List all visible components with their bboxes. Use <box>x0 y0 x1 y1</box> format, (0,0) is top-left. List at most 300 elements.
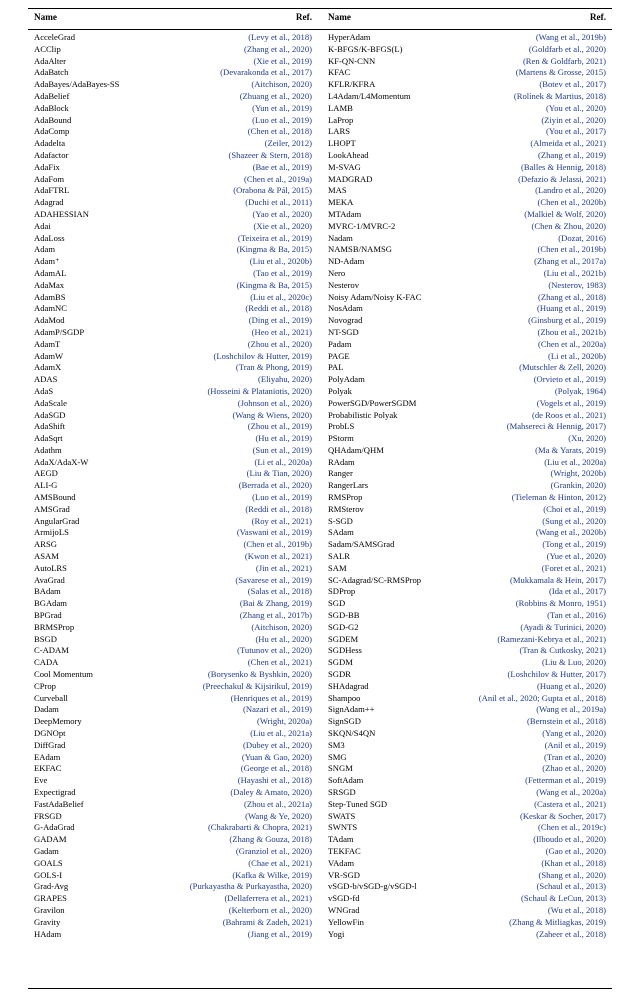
reference-link[interactable]: (Yuan & Gao, 2020) <box>241 751 312 762</box>
optimizer-name: GOLS-I <box>34 869 63 880</box>
table-row <box>28 870 320 882</box>
table-row <box>28 693 320 705</box>
table-row <box>28 115 320 127</box>
table-row <box>28 433 320 445</box>
optimizer-name: TEKFAC <box>328 845 361 856</box>
reference-link[interactable]: (Bae et al., 2019) <box>252 161 312 172</box>
reference-link[interactable]: (Chakrabarti & Chopra, 2021) <box>207 822 312 833</box>
reference-link[interactable]: (Kafka & Wilke, 2019) <box>232 869 312 880</box>
reference-link[interactable]: (Wang et al., 2019a) <box>536 704 606 715</box>
optimizer-name: AdaComp <box>34 126 70 137</box>
optimizer-name: RMSProp <box>328 492 363 503</box>
reference-link[interactable]: (Schaul & LeCun, 2013) <box>521 893 606 904</box>
table-row <box>322 115 614 127</box>
reference-link[interactable]: (Balles & Hennig, 2018) <box>521 161 606 172</box>
reference-link[interactable]: (Anil et al., 2020; Gupta et al., 2018) <box>478 692 606 703</box>
table-row <box>28 787 320 799</box>
reference-link[interactable]: (Berrada et al., 2020) <box>238 480 312 491</box>
table-row <box>322 881 614 893</box>
optimizer-name: NosAdam <box>328 303 363 314</box>
reference-link[interactable]: (Liu & Luo, 2020) <box>542 657 606 668</box>
optimizer-name: AMSGrad <box>34 503 70 514</box>
reference-link[interactable]: (Mukkamala & Hein, 2017) <box>510 574 606 585</box>
table-row <box>28 351 320 363</box>
reference-link[interactable]: (Nesterov, 1983) <box>548 279 606 290</box>
reference-link[interactable]: (Bai & Zhang, 2019) <box>239 598 312 609</box>
reference-link[interactable]: (Liu & Tian, 2020) <box>246 468 312 479</box>
table-row <box>322 516 614 528</box>
optimizer-name: Adam⁺ <box>34 256 60 267</box>
reference-link[interactable]: (Kingma & Ba, 2015) <box>236 244 312 255</box>
optimizer-name: Adai <box>34 220 51 231</box>
reference-link[interactable]: (Ma & Yarats, 2019) <box>535 444 606 455</box>
table-row <box>28 716 320 728</box>
optimizer-name: Expectigrad <box>34 787 76 797</box>
reference-link[interactable]: (Chen et al., 2020b) <box>537 197 606 208</box>
optimizer-name: ARSG <box>34 539 57 550</box>
optimizer-name: ACClip <box>34 43 61 54</box>
reference-link[interactable]: (Yun et al., 2019) <box>252 102 312 113</box>
reference-link[interactable]: (Ren & Goldfarb, 2021) <box>522 55 606 66</box>
reference-link[interactable]: (Robbins & Monro, 1951) <box>515 598 606 609</box>
optimizer-name: VAdam <box>328 857 355 868</box>
optimizer-name: NT-SGD <box>328 326 359 337</box>
reference-link[interactable]: (Foret et al., 2021) <box>541 562 606 573</box>
reference-link[interactable]: (Malkiel & Wolf, 2020) <box>524 208 606 219</box>
reference-link[interactable]: (Orabona & Pál, 2015) <box>233 185 312 196</box>
optimizer-name: Shampoo <box>328 692 361 703</box>
reference-link[interactable]: (Chen et al., 2021) <box>247 657 312 668</box>
optimizer-name: vSGD-b/vSGD-g/vSGD-l <box>328 881 417 892</box>
table-row <box>28 374 320 386</box>
reference-link[interactable]: (Grankin, 2020) <box>550 480 606 491</box>
reference-link[interactable]: (Liu et al., 2020a) <box>544 456 606 467</box>
reference-link[interactable]: (Tao et al., 2019) <box>253 267 312 278</box>
table-row <box>28 681 320 693</box>
reference-link[interactable]: (Fetterman et al., 2019) <box>525 775 606 786</box>
reference-link[interactable]: (Chen et al., 2019b) <box>537 244 606 255</box>
reference-link[interactable]: (Tran et al., 2020) <box>544 751 606 762</box>
table-row <box>28 233 320 245</box>
table-row <box>322 174 614 186</box>
reference-link[interactable]: (Yao et al., 2020) <box>252 208 312 219</box>
reference-link[interactable]: (You et al., 2020) <box>546 102 606 113</box>
optimizer-name: AdaFTRL <box>34 185 70 196</box>
reference-link[interactable]: (Landro et al., 2020) <box>535 185 606 196</box>
optimizer-name: RAdam <box>328 456 355 467</box>
reference-link[interactable]: (Mutschler & Zell, 2020) <box>519 362 606 373</box>
table-row <box>322 327 614 339</box>
optimizer-name: vSGD-fd <box>328 893 360 904</box>
optimizer-name: GOALS <box>34 857 63 868</box>
optimizer-name: Step-Tuned SGD <box>328 798 388 809</box>
optimizer-name: CADA <box>34 657 59 668</box>
reference-link[interactable]: (Castera et al., 2021) <box>534 798 606 809</box>
table-row <box>322 221 614 233</box>
reference-link[interactable]: (Reddi et al., 2018) <box>245 503 312 514</box>
reference-link[interactable]: (Hu et al., 2020) <box>255 633 312 644</box>
table-row <box>322 374 614 386</box>
table-row <box>28 763 320 775</box>
reference-link[interactable]: (Zhou et al., 2019) <box>247 421 312 432</box>
reference-link[interactable]: (Zhang et al., 2018) <box>537 291 606 302</box>
table-row <box>322 362 614 374</box>
table-row <box>322 150 614 162</box>
optimizer-name: NAMSB/NAMSG <box>328 244 392 255</box>
reference-link[interactable]: (Zhang & Mitliagkas, 2019) <box>509 916 606 927</box>
optimizer-name: EKFAC <box>34 763 62 774</box>
optimizer-name: Noisy Adam/Noisy K-FAC <box>328 291 422 302</box>
reference-link[interactable]: (Wang et al., 2020b) <box>535 527 606 538</box>
reference-link[interactable]: (Zhang & Gouza, 2018) <box>229 834 312 845</box>
reference-link[interactable]: (Martens & Grosse, 2015) <box>515 67 606 78</box>
reference-link[interactable]: (Wright, 2020a) <box>256 716 312 727</box>
table-row <box>28 221 320 233</box>
table-row <box>322 292 614 304</box>
optimizer-name: L4Adam/L4Momentum <box>328 90 411 101</box>
reference-link[interactable]: (Huang et al., 2019) <box>537 303 606 314</box>
reference-link[interactable]: (Chen et al., 2019a) <box>243 173 312 184</box>
table-row <box>28 268 320 280</box>
table-row <box>322 728 614 740</box>
reference-link[interactable]: (Zhang et al., 2017b) <box>239 610 312 621</box>
optimizer-name: ADAHESSIAN <box>34 208 89 219</box>
reference-link[interactable]: (Aitchison, 2020) <box>251 621 312 632</box>
reference-link[interactable]: (Keskar & Socher, 2017) <box>519 810 606 821</box>
reference-link[interactable]: (Wang & Ye, 2020) <box>245 810 312 821</box>
reference-link[interactable]: (Aitchison, 2020) <box>251 79 312 90</box>
reference-link[interactable]: (Liu et al., 2021b) <box>543 267 606 278</box>
reference-link[interactable]: (Orvieto et al., 2019) <box>533 374 606 385</box>
optimizer-name: Nadam <box>328 232 353 243</box>
reference-link[interactable]: (Johnson et al., 2020) <box>237 397 312 408</box>
table-row <box>322 445 614 457</box>
reference-link[interactable]: (Zaheer et al., 2018) <box>536 928 606 939</box>
reference-link[interactable]: (Shazeer & Stern, 2018) <box>228 149 312 160</box>
reference-link[interactable]: (Zhou et al., 2021b) <box>537 326 606 337</box>
reference-link[interactable]: (Tran & Cutkosky, 2021) <box>519 645 606 656</box>
reference-link[interactable]: (Sung et al., 2020) <box>542 515 606 526</box>
reference-link[interactable]: (Nazari et al., 2019) <box>243 704 312 715</box>
table-row <box>322 233 614 245</box>
optimizer-name: KFLR/KFRA <box>328 79 376 90</box>
optimizer-name: GRAPES <box>34 893 67 904</box>
reference-link[interactable]: (Khan et al., 2018) <box>541 857 606 868</box>
table-row <box>322 244 614 256</box>
optimizer-name: SDProp <box>328 586 356 597</box>
optimizer-name: PAL <box>328 362 344 373</box>
optimizer-name: MADGRAD <box>328 173 373 184</box>
reference-link[interactable]: (Wang et al., 2020a) <box>536 787 606 797</box>
optimizer-name: AcceleGrad <box>34 32 76 42</box>
reference-link[interactable]: (Chae et al., 2021) <box>248 857 312 868</box>
reference-link[interactable]: (Chen et al., 2018) <box>247 126 312 137</box>
optimizer-name: AdaLoss <box>34 232 65 243</box>
optimizer-name: K-BFGS/K-BFGS(L) <box>328 43 403 54</box>
reference-link[interactable]: (Zhang et al., 2019) <box>537 149 606 160</box>
table-row <box>28 645 320 657</box>
reference-link[interactable]: (Tong et al., 2019) <box>542 539 606 550</box>
table-row <box>28 421 320 433</box>
table-row <box>322 704 614 716</box>
reference-link[interactable]: (Liu et al., 2021a) <box>250 728 312 739</box>
reference-link[interactable]: (Kingma & Ba, 2015) <box>236 279 312 290</box>
reference-link[interactable]: (Choi et al., 2019) <box>543 503 606 514</box>
reference-link[interactable]: (Almeida et al., 2021) <box>530 138 606 149</box>
reference-link[interactable]: (Kwon et al., 2021) <box>244 551 312 562</box>
reference-link[interactable]: (Savarese et al., 2019) <box>235 574 312 585</box>
reference-link[interactable]: (Yang et al., 2020) <box>542 728 606 739</box>
optimizer-name: ADAS <box>34 374 58 385</box>
reference-link[interactable]: (Ziyin et al., 2020) <box>541 114 606 125</box>
reference-link[interactable]: (Bernstein et al., 2018) <box>527 716 606 727</box>
reference-link[interactable]: (Zhang et al., 2020) <box>243 43 312 54</box>
reference-link[interactable]: (Eliyahu, 2020) <box>258 374 312 385</box>
reference-link[interactable]: (Tutunov et al., 2020) <box>237 645 312 656</box>
table-row <box>322 775 614 787</box>
table-row <box>322 929 614 941</box>
reference-link[interactable]: (Luo et al., 2019) <box>252 492 312 503</box>
table-row <box>28 799 320 811</box>
table-row <box>28 598 320 610</box>
optimizer-name: AdamX <box>34 362 62 373</box>
reference-link[interactable]: (Ayadi & Turinici, 2020) <box>520 621 606 632</box>
reference-link[interactable]: (de Roos et al., 2021) <box>532 409 606 420</box>
table-row <box>28 410 320 422</box>
reference-link[interactable]: (Mahsereci & Hennig, 2017) <box>506 421 606 432</box>
optimizer-name: Ranger <box>328 468 353 479</box>
table-row <box>322 657 614 669</box>
reference-link[interactable]: (Wang et al., 2019b) <box>535 32 606 42</box>
table-row <box>28 44 320 56</box>
reference-link[interactable]: (Heo et al., 2021) <box>251 326 312 337</box>
reference-link[interactable]: (Ding et al., 2019) <box>248 315 312 326</box>
optimizer-name: MVRC-1/MVRC-2 <box>328 220 396 231</box>
header-right <box>322 12 614 26</box>
table-row <box>28 822 320 834</box>
reference-link[interactable]: (Hayashi et al., 2018) <box>237 775 312 786</box>
reference-link[interactable]: (Dubey et al., 2020) <box>243 739 312 750</box>
table-row <box>28 32 320 44</box>
reference-link[interactable]: (Zeiler, 2012) <box>264 138 312 149</box>
optimizer-name: AdaBatch <box>34 67 69 78</box>
optimizer-name: G-AdaGrad <box>34 822 75 833</box>
reference-link[interactable]: (Botev et al., 2017) <box>539 79 606 90</box>
reference-link[interactable]: (Teixeira et al., 2019) <box>237 232 312 243</box>
table-row <box>322 268 614 280</box>
reference-link[interactable]: (Purkayastha & Purkayastha, 2020) <box>189 881 312 892</box>
reference-link[interactable]: (Wu et al., 2018) <box>547 904 606 915</box>
table-row <box>322 610 614 622</box>
reference-link[interactable]: (Schaul et al., 2013) <box>536 881 606 892</box>
reference-link[interactable]: (Salas et al., 2018) <box>247 586 312 597</box>
table-row <box>28 539 320 551</box>
optimizer-name: SHAdagrad <box>328 680 369 691</box>
reference-link[interactable]: (Duchi et al., 2011) <box>245 197 312 208</box>
reference-link[interactable]: (Zhou et al., 2020) <box>247 338 312 349</box>
table-row <box>28 162 320 174</box>
table-row <box>322 834 614 846</box>
optimizer-name: SignAdam++ <box>328 704 375 715</box>
reference-link[interactable]: (Borysenko & Byshkin, 2020) <box>207 669 312 680</box>
optimizer-name: Padam <box>328 338 352 349</box>
reference-link[interactable]: (Granziol et al., 2020) <box>235 845 312 856</box>
table-row <box>322 917 614 929</box>
optimizer-name: ArmijoLS <box>34 527 69 538</box>
optimizer-name: PStorm <box>328 433 354 444</box>
reference-link[interactable]: (Wang & Wiens, 2020) <box>232 409 312 420</box>
optimizer-name: YellowFin <box>328 916 364 927</box>
reference-link[interactable]: (Chen & Zhou, 2020) <box>531 220 606 231</box>
reference-link[interactable]: (Xie et al., 2019) <box>253 55 312 66</box>
optimizer-name: DiffGrad <box>34 739 66 750</box>
optimizer-name: SGDHess <box>328 645 362 656</box>
optimizer-name: BPGrad <box>34 610 62 621</box>
reference-link[interactable]: (Ramezani-Kebrya et al., 2021) <box>497 633 606 644</box>
reference-link[interactable]: (Shang et al., 2020) <box>538 869 606 880</box>
optimizer-name: Gadam <box>34 845 59 856</box>
reference-link[interactable]: (Reddi et al., 2018) <box>245 303 312 314</box>
table-row <box>28 752 320 764</box>
table-row <box>322 740 614 752</box>
reference-link[interactable]: (Huang et al., 2020) <box>537 680 606 691</box>
reference-link[interactable]: (Daley & Amato, 2020) <box>230 787 312 797</box>
optimizer-name: Cool Momentum <box>34 669 93 680</box>
optimizer-name: MAS <box>328 185 347 196</box>
reference-link[interactable]: (Levy et al., 2018) <box>248 32 312 42</box>
reference-link[interactable]: (Jiang et al., 2019) <box>247 928 312 939</box>
reference-link[interactable]: (Ida et al., 2017) <box>548 586 606 597</box>
reference-link[interactable]: (Defazio & Jelassi, 2021) <box>518 173 606 184</box>
table-row <box>322 162 614 174</box>
optimizer-name: MTAdam <box>328 208 362 219</box>
reference-link[interactable]: (Devarakonda et al., 2017) <box>220 67 312 78</box>
optimizer-name: AdaFom <box>34 173 65 184</box>
optimizer-name: SAdam <box>328 527 354 538</box>
table-row <box>322 91 614 103</box>
reference-link[interactable]: (Ilboudo et al., 2020) <box>533 834 606 845</box>
reference-link[interactable]: (Ginsburg et al., 2019) <box>528 315 606 326</box>
optimizer-name: Adagrad <box>34 197 64 208</box>
table-row <box>322 138 614 150</box>
reference-link[interactable]: (Zhang et al., 2017a) <box>534 256 606 267</box>
optimizer-name: PowerSGD/PowerSGDM <box>328 397 417 408</box>
reference-link[interactable]: (Chen et al., 2019b) <box>243 539 312 550</box>
optimizer-name: AngularGrad <box>34 515 80 526</box>
reference-link[interactable]: (Roy et al., 2021) <box>251 515 312 526</box>
reference-link[interactable]: (Rolínek & Martius, 2018) <box>513 90 606 101</box>
reference-link[interactable]: (Jin et al., 2021) <box>255 562 312 573</box>
reference-link[interactable]: (Dozat, 2016) <box>558 232 606 243</box>
optimizer-name: WNGrad <box>328 904 360 915</box>
reference-link[interactable]: (Liu et al., 2020c) <box>250 291 312 302</box>
reference-link[interactable]: (Hosseini & Plataniotis, 2020) <box>207 385 312 396</box>
reference-link[interactable]: (Li et al., 2020b) <box>548 350 606 361</box>
header-left <box>28 12 320 26</box>
optimizer-name: ASAM <box>34 551 59 562</box>
optimizer-name: C-ADAM <box>34 645 69 656</box>
reference-link[interactable]: (Bahrami & Zadeh, 2021) <box>222 916 312 927</box>
reference-link[interactable]: (Xie et al., 2020) <box>253 220 312 231</box>
reference-link[interactable]: (Anil et al., 2019) <box>544 739 606 750</box>
table-row <box>28 728 320 740</box>
reference-link[interactable]: (Xu, 2020) <box>568 433 606 444</box>
reference-link[interactable]: (Zhou et al., 2021a) <box>243 798 312 809</box>
table-header-rule <box>28 29 612 30</box>
reference-link[interactable]: (Vogels et al., 2019) <box>536 397 606 408</box>
reference-link[interactable]: (Goldfarb et al., 2020) <box>528 43 606 54</box>
reference-link[interactable]: (Sun et al., 2019) <box>252 444 312 455</box>
table-row <box>28 492 320 504</box>
table-row <box>28 575 320 587</box>
table-row <box>28 56 320 68</box>
reference-link[interactable]: (Yue et al., 2020) <box>546 551 606 562</box>
table-row <box>322 870 614 882</box>
optimizer-name: CProp <box>34 680 56 691</box>
table-row <box>322 79 614 91</box>
reference-link[interactable]: (Kelterborn et al., 2020) <box>228 904 312 915</box>
reference-link[interactable]: (Hu et al., 2019) <box>255 433 312 444</box>
table-row <box>322 693 614 705</box>
optimizer-name: HyperAdam <box>328 32 371 42</box>
optimizer-name: Adathm <box>34 444 62 455</box>
table-row <box>322 551 614 563</box>
reference-link[interactable]: (Vaswani et al., 2019) <box>236 527 312 538</box>
optimizer-name: BAdam <box>34 586 61 597</box>
optimizer-name: DeepMemory <box>34 716 82 727</box>
reference-link[interactable]: (Dellaferrera et al., 2021) <box>224 893 312 904</box>
reference-link[interactable]: (George et al., 2018) <box>240 763 312 774</box>
reference-link[interactable]: (Loshchilov & Hutter, 2017) <box>507 669 606 680</box>
reference-link[interactable]: (Wright, 2020b) <box>550 468 606 479</box>
reference-link[interactable]: (Li et al., 2020a) <box>254 456 312 467</box>
optimizer-name: RMSterov <box>328 503 364 514</box>
table-row <box>28 185 320 197</box>
table-row <box>322 457 614 469</box>
table-row <box>28 775 320 787</box>
reference-link[interactable]: (Zhuang et al., 2020) <box>239 90 312 101</box>
reference-link[interactable]: (Chen et al., 2019c) <box>537 822 606 833</box>
reference-link[interactable]: (Tieleman & Hinton, 2012) <box>511 492 606 503</box>
reference-link[interactable]: (Luo et al., 2019) <box>252 114 312 125</box>
reference-link[interactable]: (Liu et al., 2020b) <box>249 256 312 267</box>
table-row <box>322 185 614 197</box>
table-row <box>322 398 614 410</box>
reference-link[interactable]: (Gao et al., 2020) <box>545 845 606 856</box>
table-row <box>28 905 320 917</box>
optimizer-name: SignSGD <box>328 716 361 727</box>
reference-link[interactable]: (Chen et al., 2020a) <box>537 338 606 349</box>
table-row <box>28 386 320 398</box>
optimizer-name: AdaShift <box>34 421 66 432</box>
reference-link[interactable]: (Loshchilov & Hutter, 2019) <box>213 350 312 361</box>
reference-link[interactable]: (Tran & Phong, 2019) <box>235 362 312 373</box>
table-row <box>28 634 320 646</box>
reference-link[interactable]: (Preechakul & Kijsirikul, 2019) <box>202 680 312 691</box>
optimizer-name: AutoLRS <box>34 562 67 573</box>
table-row <box>28 91 320 103</box>
optimizer-name: M-SVAG <box>328 161 361 172</box>
reference-link[interactable]: (Tan et al., 2016) <box>547 610 606 621</box>
table-row <box>322 905 614 917</box>
reference-link[interactable]: (You et al., 2017) <box>546 126 606 137</box>
optimizer-name: AdamW <box>34 350 64 361</box>
optimizer-name: AdaBlock <box>34 102 69 113</box>
reference-link[interactable]: (Zhao et al., 2020) <box>542 763 606 774</box>
table-bottom-rule <box>28 988 612 989</box>
reference-link[interactable]: (Polyak, 1964) <box>554 385 606 396</box>
reference-link[interactable]: (Henriques et al., 2019) <box>230 692 312 703</box>
